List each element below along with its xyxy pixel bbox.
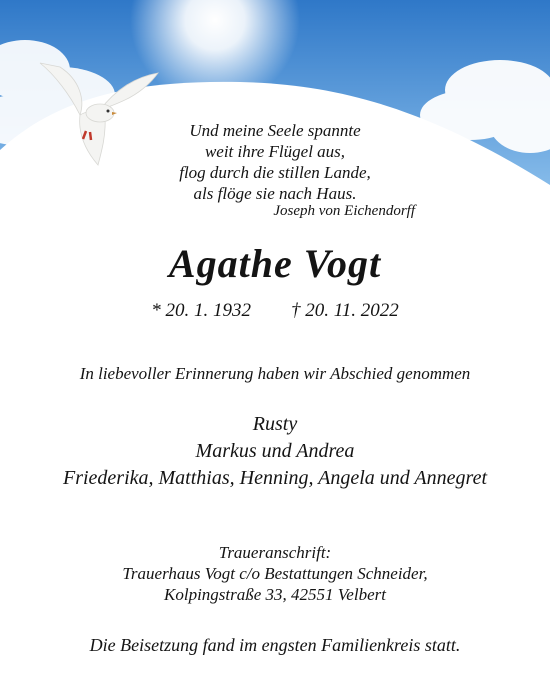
poem xyxy=(0,120,550,204)
address-label: Traueranschrift: xyxy=(218,543,332,562)
address-line: Trauerhaus Vogt c/o Bestattungen Schneider, xyxy=(122,564,428,583)
mourners-list xyxy=(0,411,550,492)
mourner-line: Rusty xyxy=(252,413,298,435)
mourner-line: Markus und Andrea xyxy=(195,440,355,462)
address-line: Kolpingstraße 33, 42551 Velbert xyxy=(164,585,386,604)
farewell-text: In liebevoller Erinnerung haben wir Abschied genommen xyxy=(79,364,471,383)
birth-date: * 20. 1. 1932 xyxy=(151,300,251,321)
mourning-address xyxy=(0,542,550,605)
poem-line: weit ihre Flügel aus, xyxy=(204,142,346,161)
life-dates xyxy=(0,300,550,322)
poem-line: als flöge sie nach Haus. xyxy=(193,184,357,203)
burial-note: Die Beisetzung fand im engsten Familienkreis statt. xyxy=(89,635,461,655)
poem-line: Und meine Seele spannte xyxy=(189,121,361,140)
death-date: † 20. 11. 2022 xyxy=(290,300,399,321)
deceased-name: Agathe Vogt xyxy=(168,241,382,286)
poem-line: flog durch die stillen Lande, xyxy=(179,163,371,182)
poem-author: Joseph von Eichendorff xyxy=(273,203,415,219)
mourner-line: Friederika, Matthias, Henning, Angela und Annegret xyxy=(62,467,487,489)
